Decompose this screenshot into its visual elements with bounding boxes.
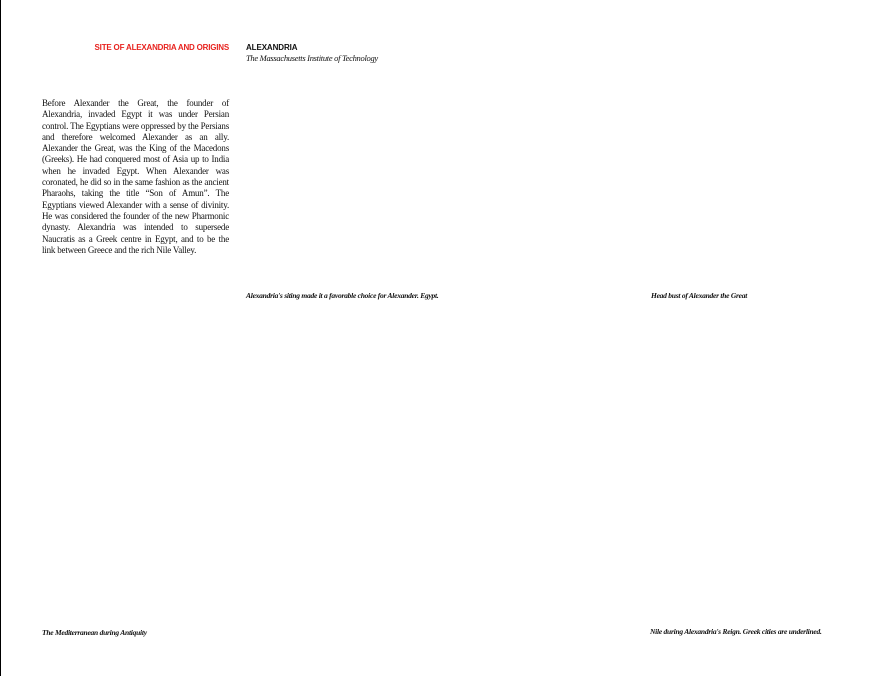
caption-head-bust: Head bust of Alexander the Great (651, 291, 748, 300)
document-title: ALEXANDRIA (246, 43, 298, 52)
caption-siting: Alexandria's siting made it a favorable choice for Alexander. Egypt. (246, 291, 439, 300)
body-paragraph: Before Alexander the Great, the founder of Alexandria, invaded Egypt it was under Persian control. The Egyptians were oppressed by the Persians and therefore welcomed Alexander as an ally. Alexander the Great, was the King of the Macedons (Greeks). He had conquered most of Asia up to India when he invaded Egypt. When Alexander was coronated, he did so in the same fashion as the ancient Pharaohs, taking the title “Son of Amun”. The Egyptians viewed Alexander with a sense of divinity. He was considered the founder of the new Pharmonic dynasty. Alexandria was intended to supersede Naucratis as a Greek centre in Egypt, and to be the link between Greece and the rich Nile Valley. (42, 98, 229, 255)
section-heading: SITE OF ALEXANDRIA AND ORIGINS (94, 43, 229, 52)
document-subtitle: The Massachusetts Institute of Technology (246, 53, 378, 63)
caption-nile: Nile during Alexandria's Reign. Greek cities are underlined. (650, 627, 822, 636)
caption-mediterranean: The Mediterranean during Antiquity (42, 628, 147, 637)
